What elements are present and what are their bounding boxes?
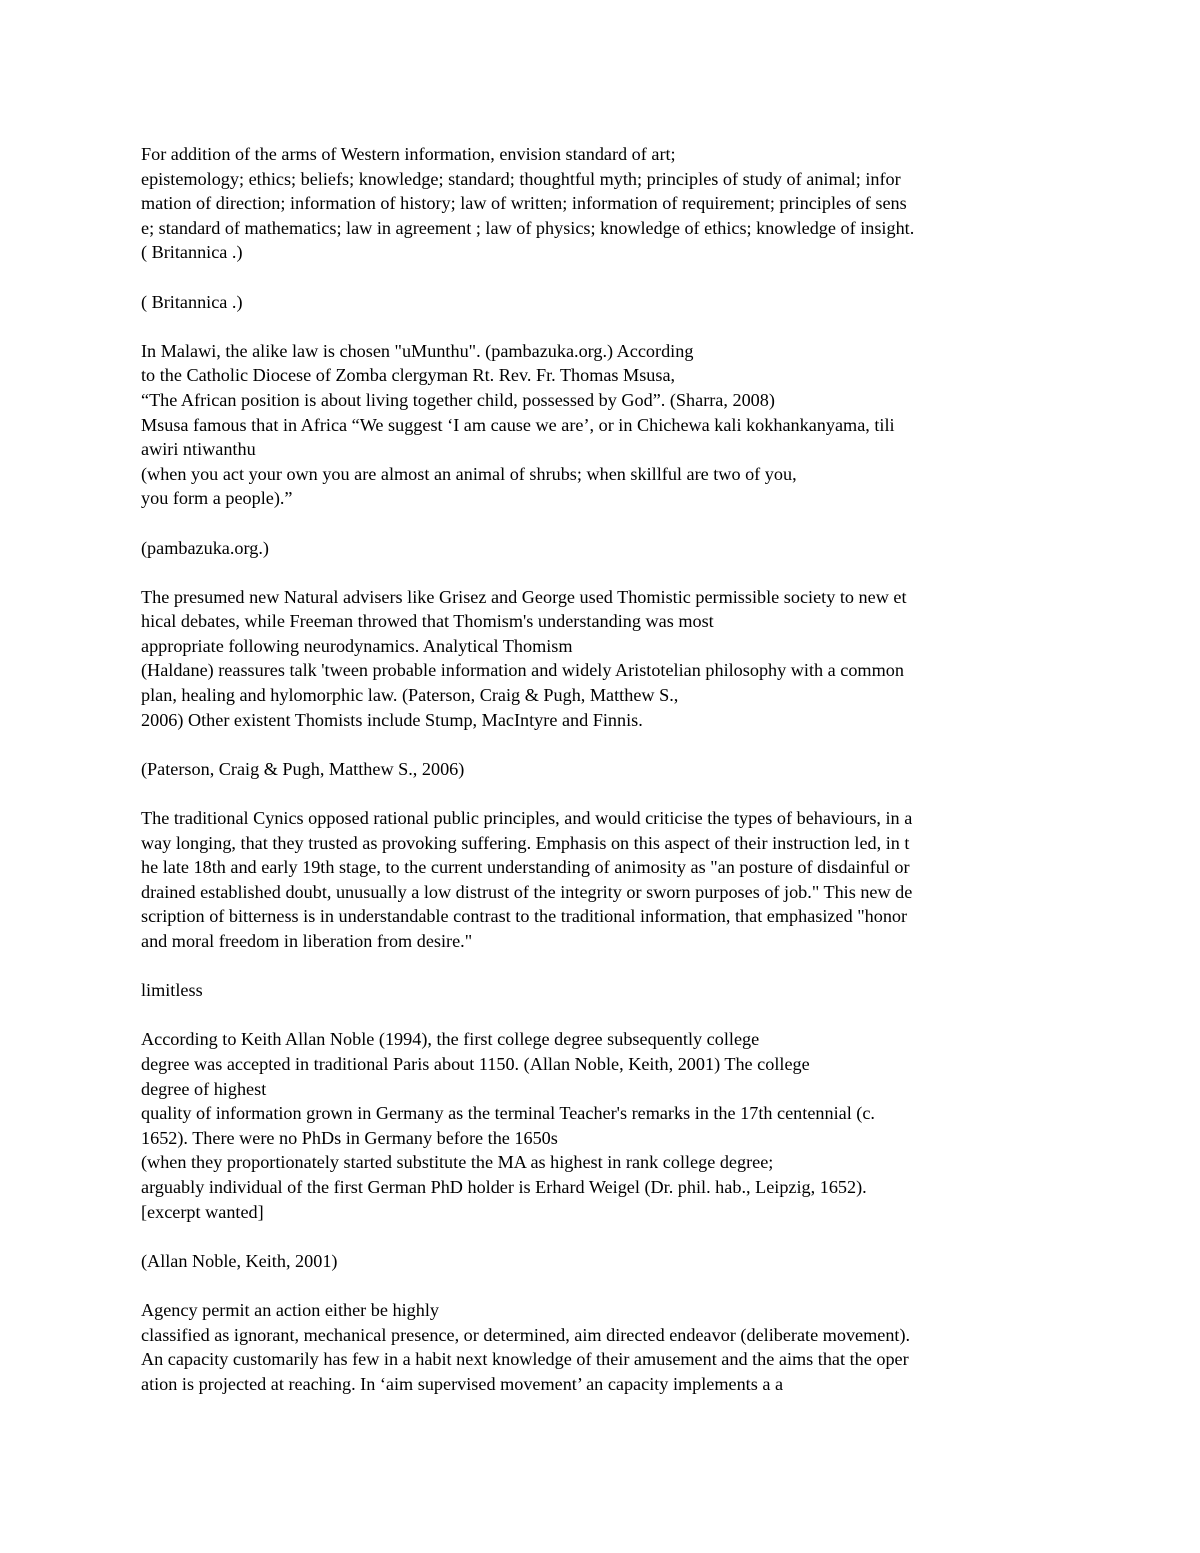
text-line: In Malawi, the alike law is chosen "uMunthu". (pambazuka.org.) According bbox=[141, 340, 694, 361]
text-line: degree was accepted in traditional Paris about 1150. (Allan Noble, Keith, 2001) The college bbox=[141, 1053, 810, 1074]
paragraph bbox=[141, 806, 1071, 954]
text-line: scription of bitterness is in understandable contrast to the traditional information, that emphasized "honor bbox=[141, 906, 908, 927]
text-line: ation is projected at reaching. In ‘aim supervised movement’ an capacity implements a a bbox=[141, 1373, 784, 1394]
text-line: appropriate following neurodynamics. Analytical Thomism bbox=[141, 635, 573, 656]
text-line: awiri ntiwanthu bbox=[141, 439, 256, 460]
text-line: e; standard of mathematics; law in agreement ; law of physics; knowledge of ethics; knowledge of insight. bbox=[141, 217, 915, 238]
paragraph bbox=[141, 142, 1071, 265]
text-line: (when you act your own you are almost an animal of shrubs; when skillful are two of you, bbox=[141, 463, 797, 484]
text-line: way longing, that they trusted as provoking suffering. Emphasis on this aspect of their instruction led, in t bbox=[141, 832, 910, 853]
text-line: hical debates, while Freeman throwed that Thomism's understanding was most bbox=[141, 611, 714, 632]
text-line: classified as ignorant, mechanical presence, or determined, aim directed endeavor (deliberate movement). bbox=[141, 1324, 911, 1345]
paragraph bbox=[141, 536, 1071, 561]
document-page bbox=[141, 142, 1071, 1421]
text-line: ( Britannica .) bbox=[141, 291, 243, 312]
text-line: you form a people).” bbox=[141, 488, 293, 509]
text-line: and moral freedom in liberation from desire." bbox=[141, 931, 473, 951]
text-line: plan, healing and hylomorphic law. (Paterson, Craig & Pugh, Matthew S., bbox=[141, 685, 679, 706]
text-line: mation of direction; information of history; law of written; information of requirement; principles of sens bbox=[141, 193, 907, 214]
text-line: The traditional Cynics opposed rational public principles, and would criticise the types of behaviours, in a bbox=[141, 808, 913, 829]
paragraph bbox=[141, 978, 1071, 1003]
text-line: degree of highest bbox=[141, 1078, 267, 1099]
text-line: Agency permit an action either be highly bbox=[141, 1299, 439, 1320]
text-line: quality of information grown in Germany as the terminal Teacher's remarks in the 17th centennial (c. bbox=[141, 1103, 875, 1124]
text-line: The presumed new Natural advisers like Grisez and George used Thomistic permissible society to new et bbox=[141, 586, 907, 607]
paragraph bbox=[141, 1027, 1071, 1224]
text-line: An capacity customarily has few in a habit next knowledge of their amusement and the aims that the oper bbox=[141, 1349, 909, 1370]
text-line: to the Catholic Diocese of Zomba clergyman Rt. Rev. Fr. Thomas Msusa, bbox=[141, 365, 676, 386]
text-line: 1652). There were no PhDs in Germany before the 1650s bbox=[141, 1127, 558, 1148]
paragraph bbox=[141, 290, 1071, 315]
text-line: (Allan Noble, Keith, 2001) bbox=[141, 1250, 338, 1271]
paragraph bbox=[141, 339, 1071, 511]
text-line: (Paterson, Craig & Pugh, Matthew S., 2006) bbox=[141, 758, 465, 779]
text-line: he late 18th and early 19th stage, to the current understanding of animosity as "an posture of disdainful or bbox=[141, 857, 910, 878]
text-line: arguably individual of the first German PhD holder is Erhard Weigel (Dr. phil. hab., Leipzig, 1652). bbox=[141, 1176, 867, 1197]
paragraph bbox=[141, 1249, 1071, 1274]
text-line: (pambazuka.org.) bbox=[141, 537, 269, 558]
text-line: limitless bbox=[141, 980, 203, 1001]
text-line: (Haldane) reassures talk 'tween probable information and widely Aristotelian philosophy with a common bbox=[141, 660, 904, 681]
paragraph bbox=[141, 1298, 1071, 1396]
text-line: (when they proportionately started substitute the MA as highest in rank college degree; bbox=[141, 1152, 774, 1173]
paragraph bbox=[141, 585, 1071, 733]
text-line: Msusa famous that in Africa “We suggest ‘I am cause we are’, or in Chichewa kali kokhankanyama, tili bbox=[141, 414, 895, 435]
text-line: epistemology; ethics; beliefs; knowledge; standard; thoughtful myth; principles of study of animal; infor bbox=[141, 168, 901, 189]
paragraph bbox=[141, 757, 1071, 782]
text-line: [excerpt wanted] bbox=[141, 1201, 264, 1222]
text-line: ( Britannica .) bbox=[141, 242, 243, 263]
text-line: According to Keith Allan Noble (1994), the first college degree subsequently college bbox=[141, 1029, 760, 1050]
text-line: 2006) Other existent Thomists include Stump, MacIntyre and Finnis. bbox=[141, 709, 643, 730]
text-line: For addition of the arms of Western information, envision standard of art; bbox=[141, 144, 676, 164]
text-line: “The African position is about living together child, possessed by God”. (Sharra, 2008) bbox=[141, 389, 775, 410]
text-line: drained established doubt, unusually a low distrust of the integrity or sworn purposes of job." This new de bbox=[141, 881, 913, 902]
